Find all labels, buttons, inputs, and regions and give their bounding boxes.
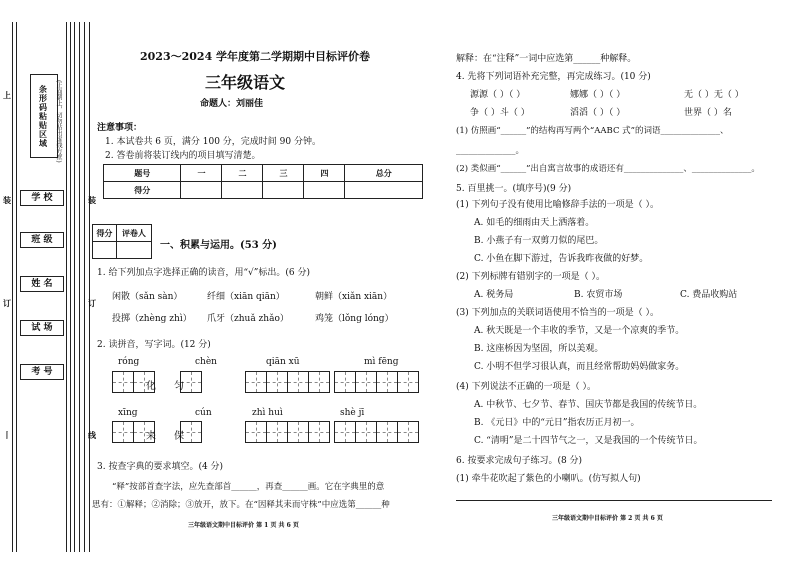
score-header: 三 (263, 165, 304, 182)
q5-option: A. 税务局 (474, 290, 514, 300)
notice-item-1: 1. 本试卷共 6 页，满分 100 分，完成时间 90 分钟。 (105, 137, 321, 147)
q3-line-1: “释”按部首查字法，应先查部首______，再查______画。它在字典里的意 (112, 482, 385, 492)
q1-item[interactable]: 闲散（sǎn sàn） (112, 292, 183, 302)
side-char-zhuang: 装 (3, 195, 11, 205)
score-header: 总分 (345, 165, 423, 182)
q6-prompt: 6. 按要求完成句子练习。(8 分) (456, 456, 583, 466)
q3-continued: 解释：在“注释”一词中应选第______种解释。 (456, 54, 637, 64)
q5-option: A. 中秋节、七夕节、春节、国庆节都是我国的传统节日。 (474, 400, 703, 410)
q4-sub-2: (2) 类似画“______”出自寓言故事的成语还有______________、______________。 (456, 164, 760, 174)
q4-item[interactable]: 源源（ ）（ ） (470, 90, 526, 100)
q4-item[interactable]: 滔滔（ ）（ ） (570, 108, 626, 118)
field-school[interactable]: 学 校 (20, 190, 64, 206)
q4-sub-1b: ______________。 (456, 146, 525, 156)
field-exam-number[interactable]: 考 号 (20, 364, 64, 380)
footer-page-2: 三年级语文期中目标评价 第 2 页 共 6 页 (552, 515, 663, 522)
barcode-label: 条形码粘贴区域 (38, 84, 49, 148)
q1-item[interactable]: 鸡笼（lǒng lóng） (315, 314, 394, 324)
q2-write-grid[interactable] (245, 371, 329, 393)
score-cell[interactable] (304, 182, 345, 199)
q2-given-char: 化 (146, 381, 156, 392)
q5-prompt: 5. 百里挑一。(填序号)(9 分) (456, 184, 572, 194)
q5-option: B. 这座桥因为坚固，所以美观。 (474, 344, 604, 354)
field-class[interactable]: 班 级 (20, 232, 64, 248)
q2-write-grid[interactable] (334, 371, 418, 393)
q5-option: C. 费品收购站 (680, 290, 738, 300)
score-table (103, 164, 423, 199)
score-header: 一 (181, 165, 222, 182)
score-row-label: 得分 (104, 182, 181, 199)
score-cell[interactable] (181, 182, 222, 199)
side-char-shang: 上 (3, 90, 11, 100)
q2-given-char: 匀 (174, 381, 184, 392)
q2-pinyin: xīng (118, 408, 138, 418)
author: 命题人：刘丽佳 (200, 99, 264, 109)
q4-item[interactable]: 娜娜（ ）（ ） (570, 90, 626, 100)
q6-answer-line[interactable] (456, 500, 772, 501)
mini-score-label: 得分 (93, 225, 117, 242)
q5-option: B. 小燕子有一双剪刀似的尾巴。 (474, 236, 604, 246)
q2-pinyin: mì fēng (364, 357, 399, 367)
subject-title: 三年级语文 (205, 73, 286, 92)
mini-grader-cell[interactable] (116, 242, 151, 259)
q2-prompt: 2. 读拼音，写字词。(12 分) (97, 340, 211, 350)
mini-score-table (92, 224, 152, 259)
q5-option: B. 《元日》中的“元日”指农历正月初一。 (474, 418, 640, 428)
side-char-ding-right: 订 (88, 298, 96, 308)
q2-given-char: 保 (174, 431, 184, 442)
score-cell[interactable] (222, 182, 263, 199)
q1-item[interactable]: 纤细（xiān qiān） (207, 292, 285, 302)
q5-option: A. 如毛的细雨由天上洒落着。 (474, 218, 595, 228)
q2-pinyin: róng (118, 357, 140, 367)
q5-option: C. “清明”是二十四节气之一，又是我国的一个传统节日。 (474, 436, 703, 446)
q1-item[interactable]: 朝鲜（xiǎn xiān） (315, 292, 393, 302)
q4-item[interactable]: 争（ ）斗（ ） (470, 108, 530, 118)
q5-option: C. 小明不但学习很认真，而且经常帮助妈妈做家务。 (474, 362, 685, 372)
q4-item[interactable]: 无（ ）无（ ） (684, 90, 744, 100)
q1-item[interactable]: 爪牙（zhuǎ zhǎo） (207, 314, 289, 324)
q2-pinyin: shè jī (340, 408, 365, 418)
score-cell[interactable] (263, 182, 304, 199)
notice-item-2: 2. 答卷前将装订线内的项目填写清楚。 (105, 151, 261, 161)
q2-pinyin: chèn (195, 357, 217, 367)
q4-prompt: 4. 先将下列词语补充完整，再完成练习。(10 分) (456, 72, 651, 82)
q2-given-char: 来 (146, 431, 156, 442)
q5-sub-3: (3) 下列加点的关联词语使用不恰当的一项是（ ）。 (456, 308, 659, 318)
score-header: 二 (222, 165, 263, 182)
side-char-zhuang-right: 装 (88, 195, 96, 205)
q5-option: C. 小鱼在脚下游过，告诉我昨夜做的好梦。 (474, 254, 649, 264)
q5-option: B. 农贸市场 (574, 290, 623, 300)
q2-write-grid[interactable] (245, 421, 329, 443)
q5-sub-1: (1) 下列句子没有使用比喻修辞手法的一项是（ ）。 (456, 200, 659, 210)
side-char-ding: 订 (3, 298, 11, 308)
mini-grader-label: 评卷人 (116, 225, 151, 242)
field-exam-room[interactable]: 试 场 (20, 320, 64, 336)
mini-score-cell[interactable] (93, 242, 117, 259)
footer-page-1: 三年级语文期中目标评价 第 1 页 共 6 页 (188, 522, 299, 529)
q2-write-grid[interactable] (334, 421, 418, 443)
q2-pinyin: cún (195, 408, 212, 418)
q5-sub-2: (2) 下列标牌有错别字的一项是（ ）。 (456, 272, 605, 282)
notice-title: 注意事项： (97, 123, 143, 133)
section-1-title: 一、积累与运用。(53 分) (160, 240, 277, 251)
exam-title: 2023～2024 学年度第二学期期中目标评价卷 (140, 50, 371, 63)
q3-line-2: 思有：①解释；②消除；③放开，放下。在“因释其耒而守株”中应选第______种 (92, 500, 390, 510)
q1-item[interactable]: 投掷（zhèng zhì） (112, 314, 192, 324)
q2-pinyin: qiān xū (266, 357, 300, 367)
q6-sub-1: (1) 牵牛花吹起了紫色的小喇叭。(仿写拟人句) (456, 474, 641, 484)
q2-pinyin: zhì huì (252, 408, 283, 418)
score-cell[interactable] (345, 182, 423, 199)
q5-sub-4: (4) 下列说法不正确的一项是（ ）。 (456, 382, 596, 392)
barcode-note: (正面朝上，切勿贴出虚线方框) (55, 80, 62, 163)
side-char-xian-top: 丨 (3, 430, 11, 440)
score-header: 四 (304, 165, 345, 182)
field-name[interactable]: 姓 名 (20, 276, 64, 292)
q4-sub-1: (1) 仿照画“______”的结构再写两个“AABC 式”的词语______________、 (456, 126, 729, 136)
q5-option: A. 秋天既是一个丰收的季节，又是一个凉爽的季节。 (474, 326, 685, 336)
q4-item[interactable]: 世界（ ）名 (684, 108, 732, 118)
q3-prompt: 3. 按查字典的要求填空。(4 分) (97, 462, 224, 472)
q1-prompt: 1. 给下列加点字选择正确的读音，用“√”标出。(6 分) (97, 268, 310, 278)
score-header: 题号 (104, 165, 181, 182)
side-char-xian: 线 (88, 430, 96, 440)
